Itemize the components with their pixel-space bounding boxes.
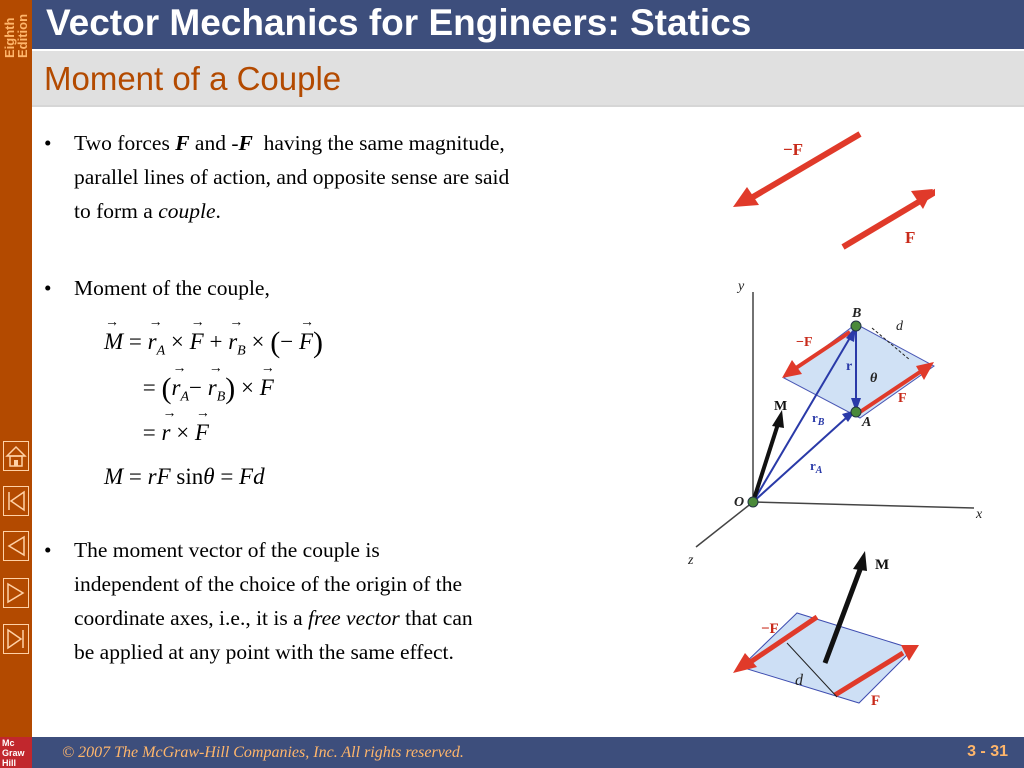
theta-label: θ	[870, 371, 878, 386]
text-line: parallel lines of action, and opposite sense are said	[74, 165, 510, 189]
previous-slide-icon	[4, 532, 28, 560]
text-fragment: that can	[399, 606, 473, 630]
equation-3	[137, 420, 209, 446]
bullet-marker: •	[44, 538, 52, 562]
moment-label-2: M	[875, 557, 890, 573]
first-slide-button[interactable]	[3, 486, 29, 516]
svg-text:Mc: Mc	[2, 738, 15, 748]
last-slide-icon	[4, 625, 28, 653]
eq-operator: ×	[165, 329, 190, 354]
text-line: independent of the choice of the origin of the	[74, 572, 463, 596]
eq-symbol: → r	[171, 375, 180, 401]
eq-symbol: → F	[299, 329, 313, 355]
home-button[interactable]	[3, 441, 29, 471]
equation-1: → M = → $r_A$ × → F + → $r_B$ × (− → F)	[104, 326, 323, 360]
eq-operator: =	[137, 375, 162, 400]
neg-force-label-3d: −F	[796, 335, 813, 350]
first-slide-icon	[4, 487, 28, 515]
page-number: 3 - 31	[967, 743, 1008, 760]
eq-operator: −	[280, 329, 299, 354]
svg-text:Edition: Edition	[15, 13, 30, 58]
force-label-3d: F	[898, 391, 907, 406]
eq-symbol: → r	[161, 420, 170, 446]
header-bar	[32, 0, 1024, 49]
force-symbol: F	[238, 131, 253, 155]
eq-operator: =	[137, 420, 162, 445]
emphasis-couple: couple	[158, 199, 216, 223]
neg-force-label: −F	[783, 140, 804, 159]
text-fragment: to form a	[74, 199, 159, 223]
eq-symbol: Fd	[239, 464, 265, 489]
home-icon	[4, 442, 28, 470]
z-axis	[696, 502, 753, 547]
point-B	[851, 321, 861, 331]
moment-label: M	[774, 399, 788, 414]
text-fragment: having the same magnitude,	[252, 131, 505, 155]
edition-label	[0, 0, 32, 60]
bullet-definition	[44, 126, 664, 228]
couple-forces-figure	[725, 125, 935, 260]
eq-operator: ×	[235, 375, 260, 400]
eq-subscript: A	[156, 343, 166, 359]
eq-operator: =	[214, 464, 240, 489]
eq-symbol: rF	[147, 464, 171, 489]
text-fragment: Two forces	[74, 131, 176, 155]
svg-text:Graw: Graw	[2, 748, 25, 758]
r-label: r	[846, 359, 853, 374]
text-line: Moment of the couple,	[74, 276, 270, 300]
eq-symbol: → F	[195, 420, 209, 446]
bullet-free-vector	[44, 533, 644, 669]
equation-4	[104, 464, 265, 490]
rA-label: $r_A$	[810, 458, 823, 476]
force-symbol: F	[175, 131, 190, 155]
previous-slide-button[interactable]	[3, 531, 29, 561]
positive-force-arrow	[843, 189, 935, 247]
y-axis-label: y	[738, 279, 745, 294]
z-axis-label: z	[688, 553, 694, 568]
text-fragment: coordinate axes, i.e., it is a	[74, 606, 309, 630]
equation-2: = (→ $r_A- \to r_B$) × → F	[137, 372, 274, 406]
eq-symbol: → F	[190, 329, 204, 355]
eq-operator: =	[123, 329, 148, 354]
force-label: F	[905, 228, 916, 247]
eq-function: sin	[170, 464, 204, 489]
bullet-marker: •	[44, 276, 52, 300]
eq-symbol: θ	[203, 464, 215, 489]
x-axis	[753, 502, 974, 508]
rB-vector	[753, 336, 851, 502]
couple-moment-figure	[725, 545, 935, 715]
mcgraw-hill-logo	[0, 737, 32, 768]
eq-symbol: → r	[228, 329, 237, 355]
footer-bar	[32, 737, 1024, 768]
neg-force-label-2: −F	[761, 621, 779, 637]
slide-subtitle: Moment of a Couple	[44, 60, 342, 97]
copyright-text: © 2007 The McGraw-Hill Companies, Inc. All rights reserved.	[62, 744, 464, 761]
eq-symbol: → r	[148, 329, 157, 355]
svg-text:Hill: Hill	[2, 758, 17, 768]
force-label-2: F	[871, 693, 881, 709]
text-line: The moment vector of the couple is	[74, 538, 380, 562]
eq-symbol: → M	[104, 329, 123, 355]
eq-symbol: M	[104, 464, 124, 489]
emphasis-free-vector: free vector	[308, 606, 400, 630]
left-sidebar	[0, 0, 32, 768]
point-A-label: A	[862, 415, 872, 430]
eq-subscript: B	[216, 389, 226, 405]
point-B-label: B	[852, 306, 862, 321]
eq-operator: −	[189, 375, 208, 400]
svg-text:Eighth: Eighth	[2, 17, 17, 58]
origin-point	[748, 497, 758, 507]
subtitle-bar	[32, 50, 1024, 107]
couple-3d-diagram	[684, 272, 994, 572]
origin-label: O	[734, 495, 745, 510]
next-slide-button[interactable]	[3, 578, 29, 608]
text-fragment: and -	[189, 131, 239, 155]
eq-operator: ×	[170, 420, 195, 445]
d-label: d	[896, 319, 903, 334]
bullet-marker: •	[44, 131, 52, 155]
d-label-2: d	[795, 672, 803, 689]
eq-operator: +	[203, 329, 229, 354]
next-slide-icon	[4, 579, 28, 607]
text-fragment: .	[215, 199, 221, 223]
eq-subscript: A	[180, 389, 189, 405]
x-axis-label: x	[976, 507, 983, 522]
eq-symbol: → r	[208, 375, 217, 401]
rB-label: $r_B$	[812, 410, 825, 428]
page-title: Vector Mechanics for Engineers: Statics	[46, 2, 752, 43]
eq-operator: ×	[245, 329, 271, 354]
eq-operator: =	[123, 464, 148, 489]
bullet-moment	[44, 271, 644, 305]
eq-symbol: → F	[260, 375, 274, 401]
eq-subscript: B	[237, 343, 246, 359]
text-line: be applied at any point with the same effect.	[74, 640, 454, 664]
point-A	[851, 407, 861, 417]
last-slide-button[interactable]	[3, 624, 29, 654]
